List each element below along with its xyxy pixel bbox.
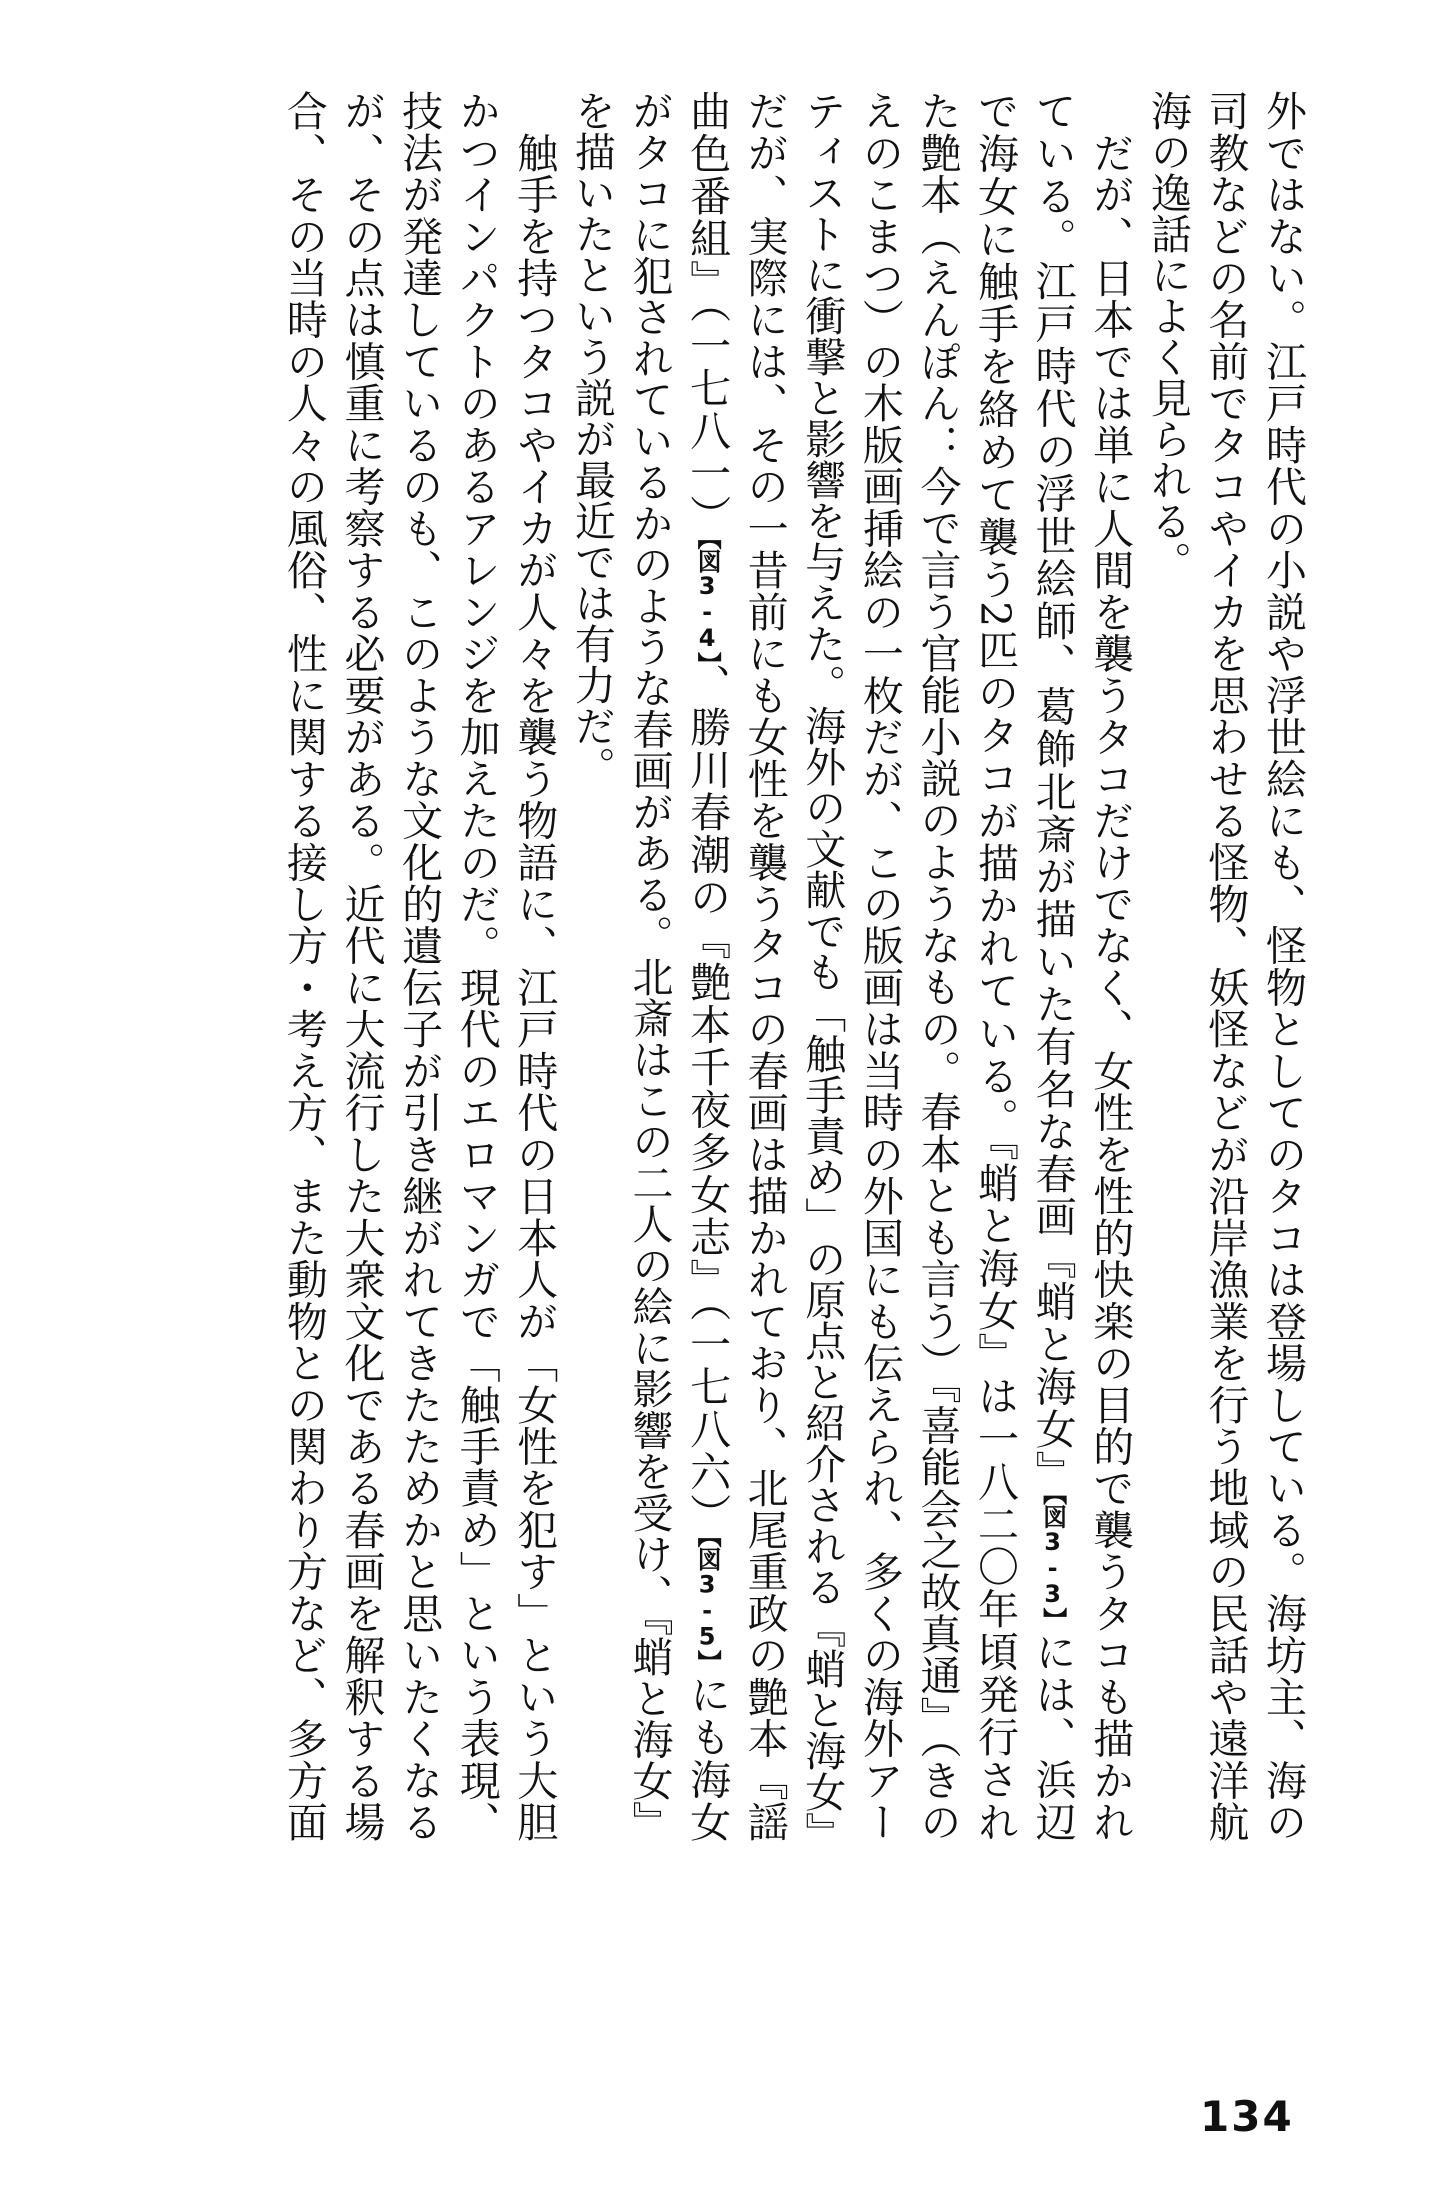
text-line: には、浜辺 <box>1028 1630 1077 1843</box>
text-line: が、その点は慎重に考察する必要がある。近代に大流行した大衆文化である春画を解釈する場 <box>337 90 386 1842</box>
text-column <box>735 90 793 1842</box>
text-column <box>1253 90 1311 1842</box>
text-line: だが、実際には、その一昔前にも女性を襲うタコの春画は描かれており、北尾重政の艶本『謡 <box>740 90 789 1842</box>
text-line: 技法が発達しているのも、このような文化的遺伝子が引き継がれてきたためかと思いたくなる <box>395 90 444 1842</box>
text-column <box>274 90 332 1842</box>
text-line: 司教などの名前でタコやイカを思わせる怪物、妖怪などが沿岸漁業を行う地域の民話や遠洋航 <box>1201 90 1250 1842</box>
text-line: だが、日本では単に人間を襲うタコだけでなく、女性を性的快楽の目的で襲うタコも描かれ <box>1086 90 1135 1842</box>
text-column <box>1081 90 1139 1842</box>
text-column <box>447 90 505 1842</box>
text-line: ティストに衝撃と影響を与えた。海外の文献でも「触手責め」の原点と紹介される『蛸と海女』 <box>798 90 847 1853</box>
text-column <box>908 90 966 1842</box>
text-column <box>1023 90 1081 1842</box>
text-line: かつインパクトのあるアレンジを加えたのだ。現代のエロマンガで「触手責め」という表現、 <box>452 90 501 1842</box>
text-line: 外ではない。江戸時代の小説や浮世絵にも、怪物としてのタコは登場している。海坊主、海の <box>1259 90 1307 1842</box>
text-line: で海女に触手を絡めて襲う2匹のタコが描かれている。『蛸と海女』は一八二〇年頃発行され <box>971 90 1020 1842</box>
text-line: た艶本（えんぽん：今で言う官能小説のようなもの。春本とも言う）『喜能会之故真通』（きの <box>913 90 962 1842</box>
text-line: 触手を持つタコやイカが人々を襲う物語に、江戸時代の日本人が「女性を犯す」という大胆 <box>510 90 559 1842</box>
text-line: を描いたという説が最近では有力だ。 <box>567 90 616 787</box>
figure-reference: 【図3-3】 <box>1038 1492 1067 1631</box>
text-line: がタコに犯されているかのような春画がある。北斎はこの二人の絵に影響を受け、『蛸と海女』 <box>625 90 674 1843</box>
text-column <box>1138 90 1196 1842</box>
text-column <box>965 90 1023 1842</box>
text-column <box>677 90 735 1842</box>
text-line: 、勝川春潮の『艶本千夜多女志』（一七八六） <box>683 663 732 1536</box>
text-column <box>505 90 563 1842</box>
figure-reference: 【図3-4】 <box>693 537 722 664</box>
figure-reference: 【図3-5】 <box>693 1535 722 1674</box>
text-column <box>562 90 620 1842</box>
text-line: 合、その当時の人々の風俗、性に関する接し方・考え方、また動物との関わり方など、多方面 <box>279 90 328 1842</box>
text-line: えのこまつ）の木版画挿絵の一枚だが、この版画は当時の外国にも伝えられ、多くの海外アー <box>855 90 904 1842</box>
text-column <box>390 90 448 1842</box>
text-column <box>1196 90 1254 1842</box>
text-column <box>620 90 678 1842</box>
page-number: 134 <box>1200 2092 1294 2141</box>
body-text <box>274 90 1311 1853</box>
text-line: 海の逸話によく見られる。 <box>1143 90 1192 582</box>
text-column <box>850 90 908 1842</box>
text-line: ている。江戸時代の浮世絵師、葛飾北斎が描いた有名な春画『蛸と海女』 <box>1028 90 1077 1493</box>
text-line: にも海女 <box>683 1673 732 1843</box>
text-line: 曲色番組』（一七八一） <box>683 90 732 538</box>
text-column <box>332 90 390 1842</box>
text-column <box>793 90 851 1853</box>
